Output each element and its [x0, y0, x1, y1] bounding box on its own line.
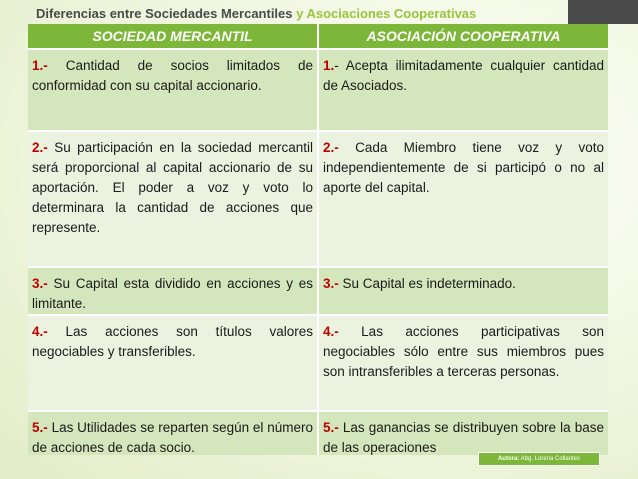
- row-number: 2.-: [32, 140, 48, 155]
- row-number: 2.-: [323, 140, 339, 155]
- author-label: Autora:: [497, 456, 520, 462]
- comparison-table: [28, 24, 608, 455]
- row-4-left-cell: [28, 316, 317, 410]
- cell-text: Cada Miembro tiene voz y voto independientemente de si participó o no al aporte del capital.: [323, 140, 604, 195]
- row-2-left-cell: [28, 132, 317, 266]
- row-number: 3.-: [323, 276, 339, 291]
- cell-text: Su participación en la sociedad mercantil será proporcional al capital accionario de su aportación. El poder a voz y voto lo determinara la cantidad de acciones que represente.: [32, 140, 313, 235]
- row-5-left-cell: [28, 412, 317, 455]
- row-number: 4.-: [323, 324, 339, 339]
- row-number: 5.-: [323, 420, 339, 435]
- cell-text: Las acciones son títulos valores negociables y transferibles.: [32, 324, 313, 359]
- row-3-left-cell: [28, 268, 317, 314]
- row-5-right-cell: [319, 412, 608, 455]
- cell-text: - Acepta ilimitadamente cualquier cantidad de Asociados.: [323, 58, 604, 93]
- cell-text: Las Utilidades se reparten según el número de acciones de cada socio.: [32, 420, 313, 455]
- header-asociacion-cooperativa: ASOCIACIÓN COOPERATIVA: [319, 24, 608, 48]
- title-part-2: y Asociaciones Cooperativas: [296, 6, 477, 21]
- row-3-right-cell: [319, 268, 608, 314]
- slide-title: [36, 6, 476, 22]
- row-4-right-cell: [319, 316, 608, 410]
- cell-text: Cantidad de socios limitados de conformidad con su capital accionario.: [32, 58, 313, 93]
- author-name: Abg. Lorena Collantes: [519, 456, 581, 462]
- cell-text: Su Capital esta dividido en acciones y es limitante.: [32, 276, 313, 311]
- row-number: 5.-: [32, 420, 48, 435]
- cell-text: Su Capital es indeterminado.: [338, 276, 516, 291]
- row-number: 4.-: [32, 324, 48, 339]
- row-1-right-cell: [319, 50, 608, 130]
- title-part-1: Diferencias entre Sociedades Mercantiles: [36, 6, 297, 21]
- author-badge: [478, 452, 600, 466]
- row-1-left-cell: [28, 50, 317, 130]
- cell-text: Las ganancias se distribuyen sobre la base de las operaciones: [323, 420, 604, 455]
- header-sociedad-mercantil: SOCIEDAD MERCANTIL: [28, 24, 317, 48]
- decorative-strip: [568, 0, 638, 24]
- row-number: 1.: [323, 58, 335, 73]
- row-number: 3.-: [32, 276, 48, 291]
- cell-text: Las acciones participativas son negociables sólo entre sus miembros pues son intransferibles a terceras personas.: [323, 324, 604, 379]
- row-2-right-cell: [319, 132, 608, 266]
- row-number: 1.-: [32, 58, 48, 73]
